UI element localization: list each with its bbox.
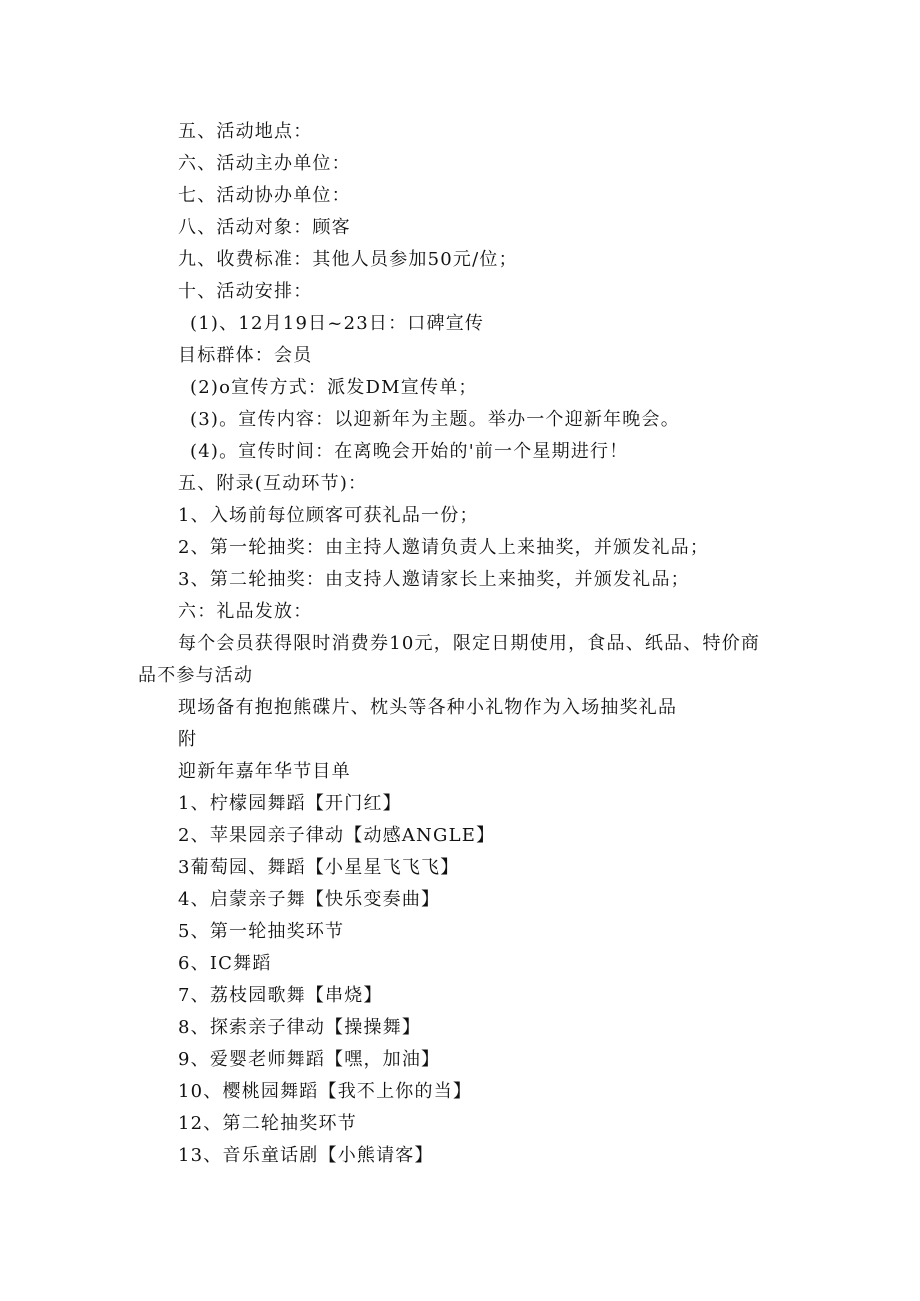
text-line: 9、爱婴老师舞蹈【嘿，加油】 [178, 1049, 441, 1070]
text-line: 6、IC舞蹈 [178, 953, 272, 974]
text-line: 10、樱桃园舞蹈【我不上你的当】 [178, 1081, 473, 1102]
text-line: 十、活动安排： [178, 281, 313, 302]
text-line: 五、活动地点： [178, 121, 313, 142]
text-line: 七、活动协办单位： [178, 185, 351, 206]
text-line: 8、探索亲子律动【操操舞】 [178, 1017, 422, 1038]
text-line: 六：礼品发放： [178, 601, 313, 622]
text-line: 1、柠檬园舞蹈【开门红】 [178, 793, 402, 814]
text-line: (1)、12月19日~23日：口碑宣传 [190, 313, 485, 334]
text-line: 九、收费标准：其他人员参加50元/位； [178, 249, 518, 270]
text-line: 3、第二轮抽奖：由支持人邀请家长上来抽奖，并颁发礼品； [178, 569, 690, 590]
text-line: 五、附录(互动环节)： [178, 473, 368, 494]
text-line: 12、第二轮抽奖环节 [178, 1113, 357, 1134]
text-line: 13、音乐童话剧【小熊请客】 [178, 1145, 434, 1166]
text-line: 1、入场前每位顾客可获礼品一份； [178, 505, 479, 526]
text-line: 八、活动对象：顾客 [178, 217, 351, 238]
text-line: 每个会员获得限时消费券10元，限定日期使用，食品、纸品、特价商 [178, 633, 761, 654]
text-line: 7、荔枝园歌舞【串烧】 [178, 985, 383, 1006]
text-line: 5、第一轮抽奖环节 [178, 921, 345, 942]
text-line: 4、启蒙亲子舞【快乐变奏曲】 [178, 889, 441, 910]
text-line: 附 [178, 729, 198, 750]
text-line: 2、苹果园亲子律动【动感ANGLE】 [178, 825, 496, 846]
text-line: 目标群体：会员 [178, 345, 313, 366]
text-line: 2、第一轮抽奖：由主持人邀请负责人上来抽奖，并颁发礼品； [178, 537, 710, 558]
text-line: (3)。宣传内容：以迎新年为主题。举办一个迎新年晚会。 [190, 409, 680, 430]
text-line: 现场备有抱抱熊碟片、枕头等各种小礼物作为入场抽奖礼品 [178, 697, 678, 718]
text-line: 品不参与活动 [138, 665, 254, 686]
text-line: 3葡萄园、舞蹈【小星星飞飞飞】 [178, 857, 460, 878]
text-line: 迎新年嘉年华节目单 [178, 761, 351, 782]
text-line: (2)o宣传方式：派发DM宣传单； [190, 377, 478, 398]
text-line: 六、活动主办单位： [178, 153, 351, 174]
text-line: (4)。宣传时间：在离晚会开始的'前一个星期进行！ [190, 441, 629, 462]
